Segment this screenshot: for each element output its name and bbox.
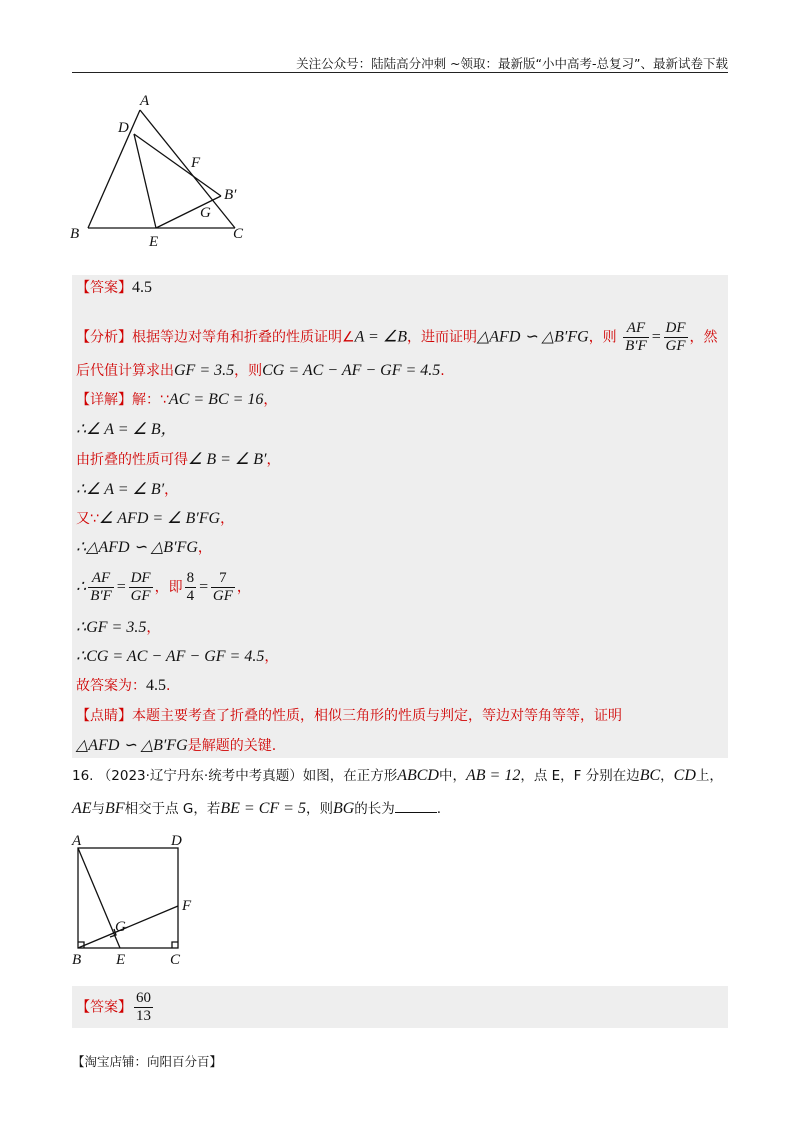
sq-label-E: E <box>116 952 126 968</box>
sq-label-G: G <box>115 919 126 935</box>
detail-line-9: ∴CG = AC − AF − GF = 4.5， <box>76 648 279 665</box>
label-F: F <box>191 155 201 171</box>
q16-line-1: 16. （2023·辽宁丹东·统考中考真题）如图，在正方形ABCD中，AB = 12，点 E，F 分别在边BC，CD上， <box>72 767 723 784</box>
detail-line-4: ∴∠ A = ∠ B′， <box>76 481 179 498</box>
detail-line-1: 【详解】解：∵AC = BC = 16， <box>76 391 278 408</box>
label-G: G <box>200 205 211 221</box>
q16-line-2: AE与BF相交于点 G，若BE = CF = 5，则BG的长为 . <box>72 800 442 817</box>
answer-panel-16 <box>72 986 728 1028</box>
detail-line-6: ∴△AFD ∽ △B′FG， <box>76 539 212 556</box>
label-A: A <box>140 93 150 109</box>
sq-label-B: B <box>72 952 82 968</box>
analysis-line-2: 后代值计算求出GF = 3.5，则CG = AC − AF − GF = 4.5. <box>76 362 445 379</box>
detail-line-8: ∴GF = 3.5， <box>76 619 161 636</box>
q16-answer-line: 【答案】 $\frac{60}{13}$ <box>76 990 151 1024</box>
fraction-df-gf: $\frac{DF}{GF}$ <box>665 320 686 354</box>
detail-line-7: ∴ $\frac{AF}{B'F}$ = $\frac{DF}{GF}$ ，即 $\frac{8}{4}$ = $\frac{7}{GF}$ ， <box>76 570 251 604</box>
page-header: 关注公众号：陆陆高分冲刺 ~领取：最新版“小中高考-总复习”、最新试卷下载 <box>296 56 728 71</box>
label-B-prime: B′ <box>224 187 237 203</box>
fraction-af-bf: $\frac{AF}{B'F}$ <box>625 320 647 354</box>
sq-label-D: D <box>171 833 182 849</box>
sq-label-C: C <box>170 952 181 968</box>
detail-line-2: ∴∠ A = ∠ B， <box>76 421 177 438</box>
detail-line-10: 故答案为：4.5. <box>76 677 171 694</box>
q16-answer-fraction: $\frac{60}{13}$ <box>136 990 151 1024</box>
answer-line: 【答案】4.5 <box>76 279 152 296</box>
figure-square <box>70 833 200 968</box>
answer-blank <box>395 800 437 813</box>
page-footer: 【淘宝店铺：向阳百分百】 <box>72 1054 223 1069</box>
label-B: B <box>70 226 80 242</box>
detail-line-3: 由折叠的性质可得∠ B = ∠ B′， <box>76 451 281 468</box>
sq-label-F: F <box>182 898 192 914</box>
comment-line-1: 【点睛】本题主要考查了折叠的性质，相似三角形的性质与判定，等边对等角等等，证明 <box>76 708 622 724</box>
comment-line-2: △AFD ∽ △B′FG是解题的关键. <box>76 737 277 754</box>
label-C: C <box>233 226 244 242</box>
detail-line-5: 又∵∠ AFD = ∠ B′FG， <box>76 510 235 527</box>
figure-folded-triangle <box>70 90 270 250</box>
sq-label-A: A <box>72 833 82 849</box>
analysis-line-1: 【分析】根据等边对等角和折叠的性质证明∠A = ∠B，进而证明△AFD ∽ △B′FG，则 $\frac{AF}{B'F}$ = $\frac{DF}{GF}$ ，然 <box>76 320 718 354</box>
answer-value: 4.5 <box>132 279 152 296</box>
label-D: D <box>118 120 129 136</box>
label-E: E <box>149 234 159 250</box>
header-rule <box>72 72 728 73</box>
